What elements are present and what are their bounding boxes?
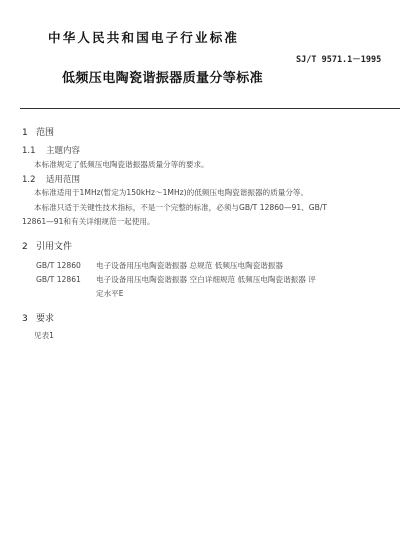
reference-title-continued: 定水平E — [96, 289, 124, 298]
section-title: 要求 — [36, 314, 55, 324]
document-title: 低频压电陶瓷谐振器质量分等标准 — [62, 71, 264, 86]
section-1-2-para2-line1: 本标准只适于关键性技术指标，不是一个完整的标准，必须与GB/T 12860—91、GB/T — [34, 203, 328, 212]
section-1-2-para1: 本标准适用于1MHz(暂定为150kHz～1MHz)的低频压电陶瓷谐振器的质量分等。 — [34, 188, 309, 197]
section-number: 1.2 — [22, 175, 36, 185]
section-number: 3 — [22, 314, 28, 324]
section-title: 主题内容 — [46, 146, 81, 156]
section-1-2-heading — [22, 173, 80, 185]
reference-item — [36, 260, 283, 271]
reference-id: GB/T 12861 — [36, 275, 81, 284]
section-number: 2 — [22, 242, 28, 252]
section-1-2-para2-line2: 12861—91和有关详细规范一起使用。 — [22, 217, 155, 226]
org-header: 中华人民共和国电子行业标准 — [48, 30, 240, 45]
section-3-heading — [22, 311, 54, 324]
header-divider — [20, 108, 400, 109]
section-number: 1 — [22, 128, 28, 138]
section-title: 范围 — [36, 128, 55, 138]
reference-title: 电子设备用压电陶瓷谐振器 总规范 低频压电陶瓷谐振器 — [96, 261, 284, 270]
standard-number: SJ/T 9571.1－1995 — [296, 55, 382, 65]
section-3-text: 见表1 — [34, 331, 55, 340]
reference-item — [36, 274, 316, 285]
reference-id: GB/T 12860 — [36, 261, 81, 270]
section-title: 适用范围 — [46, 175, 81, 185]
section-title: 引用文件 — [36, 242, 73, 252]
section-1-1-text: 本标准规定了低频压电陶瓷谐振器质量分等的要求。 — [34, 160, 209, 169]
section-number: 1.1 — [22, 146, 36, 156]
reference-title: 电子设备用压电陶瓷谐振器 空白详细规范 低频压电陶瓷谐振器 评 — [96, 275, 316, 284]
section-2-heading — [22, 239, 72, 252]
section-1-heading — [22, 125, 54, 138]
section-1-1-heading — [22, 144, 80, 156]
